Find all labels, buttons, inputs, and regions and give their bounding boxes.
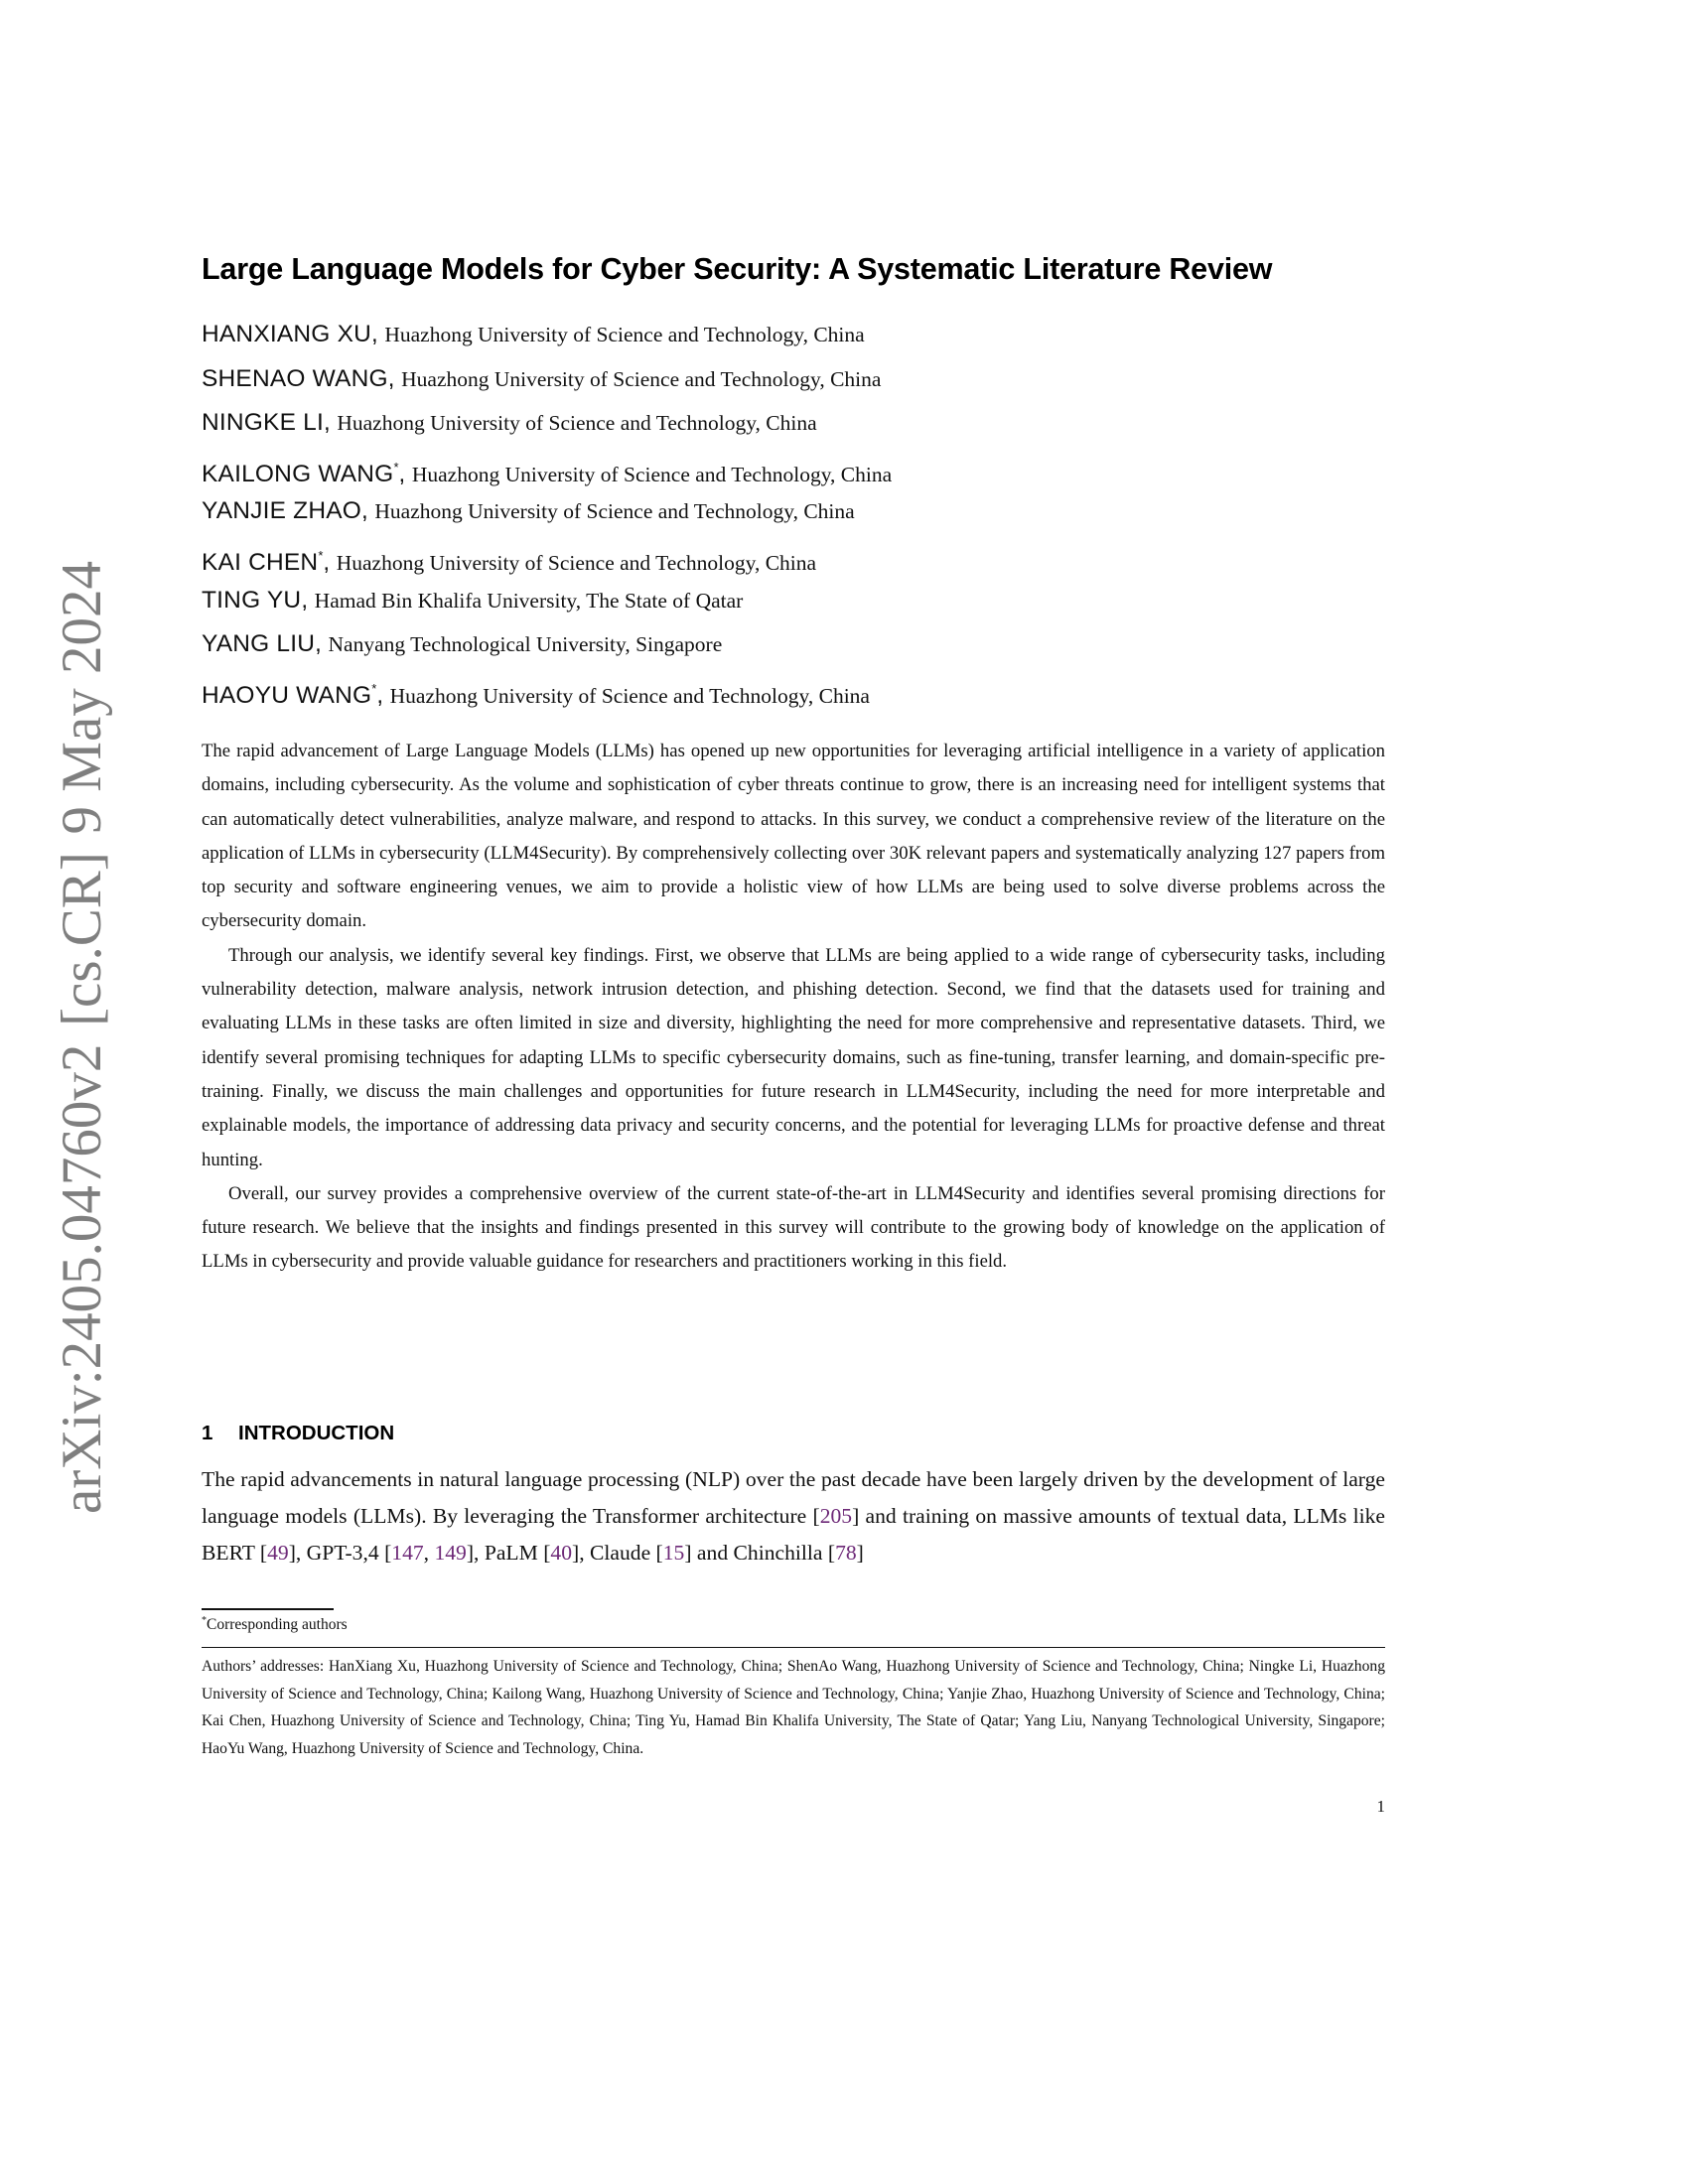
citation-link[interactable]: 49 bbox=[267, 1541, 289, 1566]
intro-paragraph: The rapid advancements in natural language processing (NLP) over the past decade have been largely driven by the development of large language models (LLMs). By leveraging the Transformer architecture [205] and training on massive amounts of textual data, LLMs like BERT [49], GPT-3,4 [147, 149], PaLM [40], Claude [15] and Chinchilla [78] bbox=[202, 1467, 1385, 1566]
author-name: YANJIE ZHAO bbox=[202, 497, 362, 525]
citation-link[interactable]: 40 bbox=[550, 1541, 572, 1566]
abstract bbox=[202, 735, 1385, 1280]
paper-title: Large Language Models for Cyber Security: A Systematic Literature Review bbox=[202, 252, 1273, 286]
author-row: KAILONG WANG*, Huazhong University of Science and Technology, China bbox=[202, 459, 893, 487]
corresponding-mark[interactable]: * bbox=[371, 680, 377, 696]
author-affiliation: Hamad Bin Khalifa University, The State of Qatar bbox=[314, 588, 744, 613]
author-name: KAI CHEN bbox=[202, 548, 319, 576]
arxiv-stamp bbox=[51, 561, 113, 1514]
author-affiliation: Huazhong University of Science and Technology, China bbox=[337, 411, 817, 436]
author-name: YANG LIU bbox=[202, 630, 316, 658]
citation-link[interactable]: 149 bbox=[434, 1541, 467, 1566]
section-title: INTRODUCTION bbox=[238, 1422, 395, 1444]
citation-link[interactable]: 15 bbox=[662, 1541, 685, 1566]
author-name: TING YU bbox=[202, 586, 302, 614]
author-list bbox=[202, 320, 892, 718]
author-row: YANG LIU, Nanyang Technological University, Singapore bbox=[202, 630, 723, 658]
page-number: 1 bbox=[1376, 1797, 1385, 1816]
arxiv-id[interactable]: arXiv:2405.04760v2 bbox=[51, 1043, 113, 1514]
footnote-text: Corresponding authors bbox=[207, 1616, 348, 1633]
citation-link[interactable]: 78 bbox=[835, 1541, 857, 1566]
section-heading-introduction bbox=[202, 1422, 394, 1445]
author-row: SHENAO WANG, Huazhong University of Science and Technology, China bbox=[202, 364, 882, 392]
arxiv-category: [cs.CR] bbox=[51, 852, 113, 1026]
corresponding-mark[interactable]: * bbox=[318, 547, 324, 563]
author-row: NINGKE LI, Huazhong University of Science and Technology, China bbox=[202, 409, 817, 437]
abstract-paragraph: The rapid advancement of Large Language Models (LLMs) has opened up new opportunities for leveraging artificial intelligence in a variety of application domains, including cybersecurity. As the volume and sophistication of cyber threats continue to grow, there is an increasing need for intelligent systems that can automatically detect vulnerabilities, analyze malware, and respond to attacks. In this survey, we conduct a comprehensive review of the literature on the application of LLMs in cybersecurity (LLM4Security). By comprehensively collecting over 30K relevant papers and systematically analyzing 127 papers from top security and software engineering venues, we aim to provide a holistic view of how LLMs are being used to solve diverse problems across the cybersecurity domain. bbox=[202, 741, 1385, 932]
author-affiliation: Huazhong University of Science and Technology, China bbox=[401, 366, 882, 391]
footnote bbox=[202, 1615, 348, 1634]
author-affiliation: Huazhong University of Science and Technology, China bbox=[389, 683, 870, 708]
footnote-mark: * bbox=[202, 1615, 207, 1626]
author-name: NINGKE LI bbox=[202, 409, 324, 437]
author-row: HAOYU WANG*, Huazhong University of Science and Technology, China bbox=[202, 680, 870, 709]
introduction-body bbox=[202, 1461, 1385, 1572]
abstract-paragraph: Through our analysis, we identify several key findings. First, we observe that LLMs are being applied to a wide range of cybersecurity tasks, including vulnerability detection, malware analysis, network intrusion detection, and phishing detection. Second, we find that the datasets used for training and evaluating LLMs in these tasks are often limited in size and diversity, highlighting the need for more comprehensive and representative datasets. Third, we identify several promising techniques for adapting LLMs to specific cybersecurity domains, such as fine-tuning, transfer learning, and domain-specific pre-training. Finally, we discuss the main challenges and opportunities for future research in LLM4Security, including the need for more interpretable and explainable models, the importance of addressing data privacy and security concerns, and the potential for leveraging LLMs for proactive defense and threat hunting. bbox=[202, 944, 1385, 1170]
addresses-divider bbox=[202, 1647, 1385, 1648]
author-row: TING YU, Hamad Bin Khalifa University, The State of Qatar bbox=[202, 586, 744, 614]
arxiv-date: 9 May 2024 bbox=[51, 561, 113, 835]
footnote-divider bbox=[202, 1608, 334, 1610]
author-affiliation: Nanyang Technological University, Singapore bbox=[328, 632, 723, 657]
author-affiliation: Huazhong University of Science and Technology, China bbox=[384, 323, 865, 346]
author-row: HANXIANG XU, Huazhong University of Science and Technology, China bbox=[202, 321, 865, 347]
author-row: KAI CHEN*, Huazhong University of Science and Technology, China bbox=[202, 547, 817, 576]
author-name: HAOYU WANG bbox=[202, 681, 372, 709]
author-affiliation: Huazhong University of Science and Technology, China bbox=[336, 550, 817, 575]
author-name: SHENAO WANG bbox=[202, 364, 388, 392]
citation-link[interactable]: 147 bbox=[391, 1541, 424, 1566]
abstract-paragraph: Overall, our survey provides a comprehensive overview of the current state-of-the-art in LLM4Security and identifies several promising directions for future research. We believe that the insights and findings presented in this survey will contribute to the growing body of knowledge on the application of LLMs in cybersecurity and provide valuable guidance for researchers and practitioners working in this field. bbox=[202, 1182, 1385, 1273]
author-row: YANJIE ZHAO, Huazhong University of Science and Technology, China bbox=[202, 497, 855, 525]
authors-addresses: Authors’ addresses: HanXiang Xu, Huazhong University of Science and Technology, China; ShenAo Wang, Huazhong University of Science and Technology, China; Ningke Li, Huazhong University of Science and Technology, China; Kailong Wang, Huazhong University of Science and Technology, China; Yanjie Zhao, Huazhong University of Science and Technology, China; Kai Chen, Huazhong University of Science and Technology, China; Ting Yu, Hamad Bin Khalifa University, The State of Qatar; Yang Liu, Nanyang Technological University, Singapore; HaoYu Wang, Huazhong University of Science and Technology, China. bbox=[202, 1658, 1385, 1757]
author-name: KAILONG WANG bbox=[202, 460, 394, 487]
author-affiliation: Huazhong University of Science and Technology, China bbox=[374, 499, 855, 524]
section-number: 1 bbox=[202, 1422, 213, 1444]
corresponding-mark[interactable]: * bbox=[393, 459, 399, 475]
author-name: HANXIANG XU bbox=[202, 321, 372, 347]
author-affiliation: Huazhong University of Science and Technology, China bbox=[411, 462, 893, 486]
citation-link[interactable]: 205 bbox=[819, 1504, 853, 1529]
